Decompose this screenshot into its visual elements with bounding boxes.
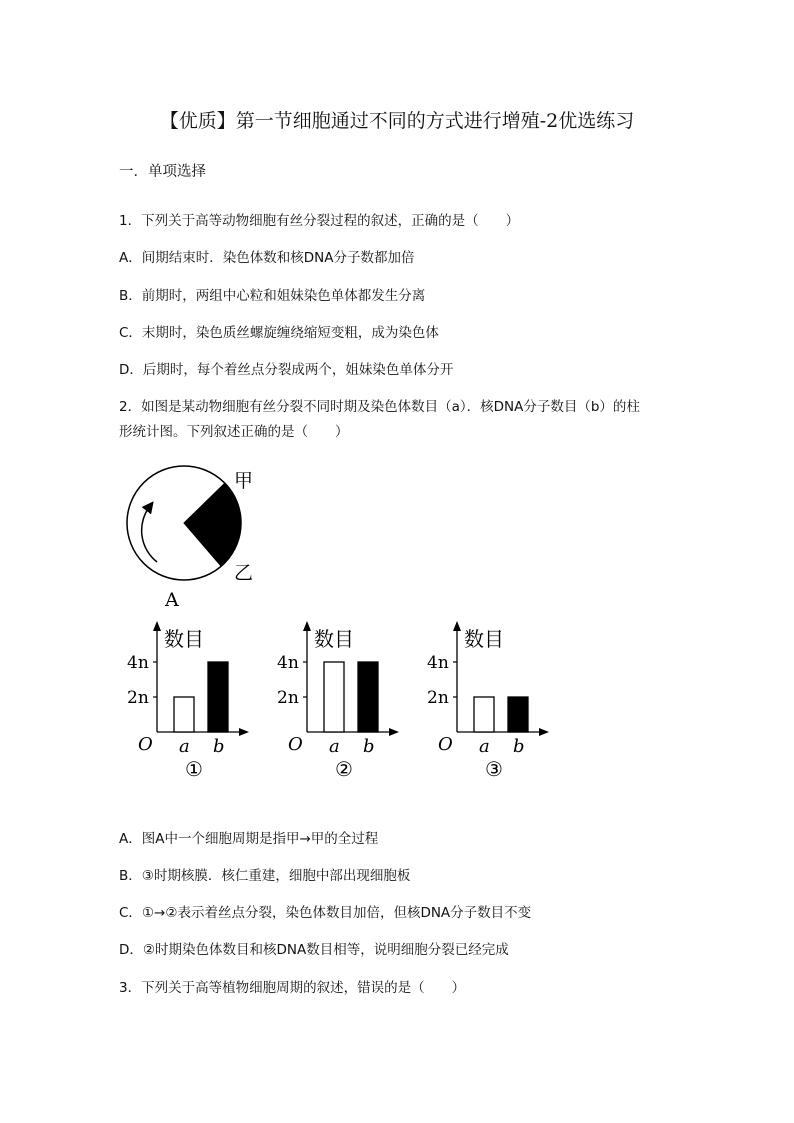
- chart-caption: ②: [335, 757, 353, 781]
- y-tick-label: 2n: [127, 688, 149, 708]
- origin-label: O: [438, 734, 453, 755]
- q3-stem: 3．下列关于高等植物细胞周期的叙述，错误的是（ ）: [119, 980, 466, 996]
- y-tick-label: 4n: [127, 653, 149, 673]
- chart-caption: ③: [485, 757, 503, 781]
- origin-label: O: [138, 734, 153, 755]
- y-axis-arrow: [153, 621, 161, 631]
- y-tick-label: 4n: [427, 653, 449, 673]
- category-label: a: [179, 736, 190, 757]
- category-label: a: [479, 736, 490, 757]
- category-label: a: [329, 736, 340, 757]
- category-label: b: [513, 736, 525, 757]
- label-yi: 乙: [234, 562, 254, 584]
- section-heading: 一．单项选择: [119, 164, 206, 180]
- y-tick-label: 4n: [277, 653, 299, 673]
- label-A: A: [165, 589, 179, 611]
- bar-b: [208, 662, 228, 732]
- y-axis-label: 数目: [464, 627, 504, 651]
- q1-option-b: B．前期时，两组中心粒和姐妹染色单体都发生分离: [119, 288, 426, 304]
- q2-stem-line1: 2．如图是某动物细胞有丝分裂不同时期及染色体数目（a）．核DNA分子数目（b）的柱: [119, 399, 640, 415]
- y-axis-label: 数目: [314, 627, 354, 651]
- y-axis-arrow: [453, 621, 461, 631]
- y-tick-label: 2n: [277, 688, 299, 708]
- bar-a: [474, 697, 494, 732]
- category-label: b: [363, 736, 375, 757]
- q1-option-a: A．间期结束时．染色体数和核DNA分子数都加倍: [119, 250, 415, 266]
- category-label: b: [213, 736, 225, 757]
- y-axis-arrow: [303, 621, 311, 631]
- x-axis-arrow: [539, 728, 549, 736]
- origin-label: O: [288, 734, 303, 755]
- q2-option-d: D．②时期染色体数目和核DNA数目相等，说明细胞分裂已经完成: [119, 942, 509, 958]
- q1-option-d: D．后期时，每个着丝点分裂成两个，姐妹染色单体分开: [119, 362, 454, 378]
- q2-option-c: C．①→②表示着丝点分裂，染色体数目加倍，但核DNA分子数目不变: [119, 905, 532, 921]
- bar-a: [174, 697, 194, 732]
- bar-b: [508, 697, 528, 732]
- x-axis-arrow: [239, 728, 249, 736]
- q2-option-a: A．图A中一个细胞周期是指甲→甲的全过程: [119, 831, 379, 847]
- q1-option-c: C．末期时，染色质丝螺旋缠绕缩短变粗，成为染色体: [119, 325, 439, 341]
- chart-caption: ①: [185, 757, 203, 781]
- q2-stem-line2: 形统计图。下列叙述正确的是（ ）: [119, 424, 349, 440]
- y-axis-label: 数目: [164, 627, 204, 651]
- q1-stem: 1．下列关于高等动物细胞有丝分裂过程的叙述，正确的是（ ）: [119, 213, 520, 229]
- q2-option-b: B．③时期核膜．核仁重建，细胞中部出现细胞板: [119, 868, 411, 884]
- x-axis-arrow: [389, 728, 399, 736]
- bar-a: [324, 662, 344, 732]
- bar-charts: [110, 615, 570, 790]
- page-title: 【优质】第一节细胞通过不同的方式进行增殖-2优选练习: [159, 110, 635, 132]
- bar-b: [358, 662, 378, 732]
- y-tick-label: 2n: [427, 688, 449, 708]
- label-jia: 甲: [234, 470, 254, 492]
- cell-cycle-figure: [110, 462, 270, 612]
